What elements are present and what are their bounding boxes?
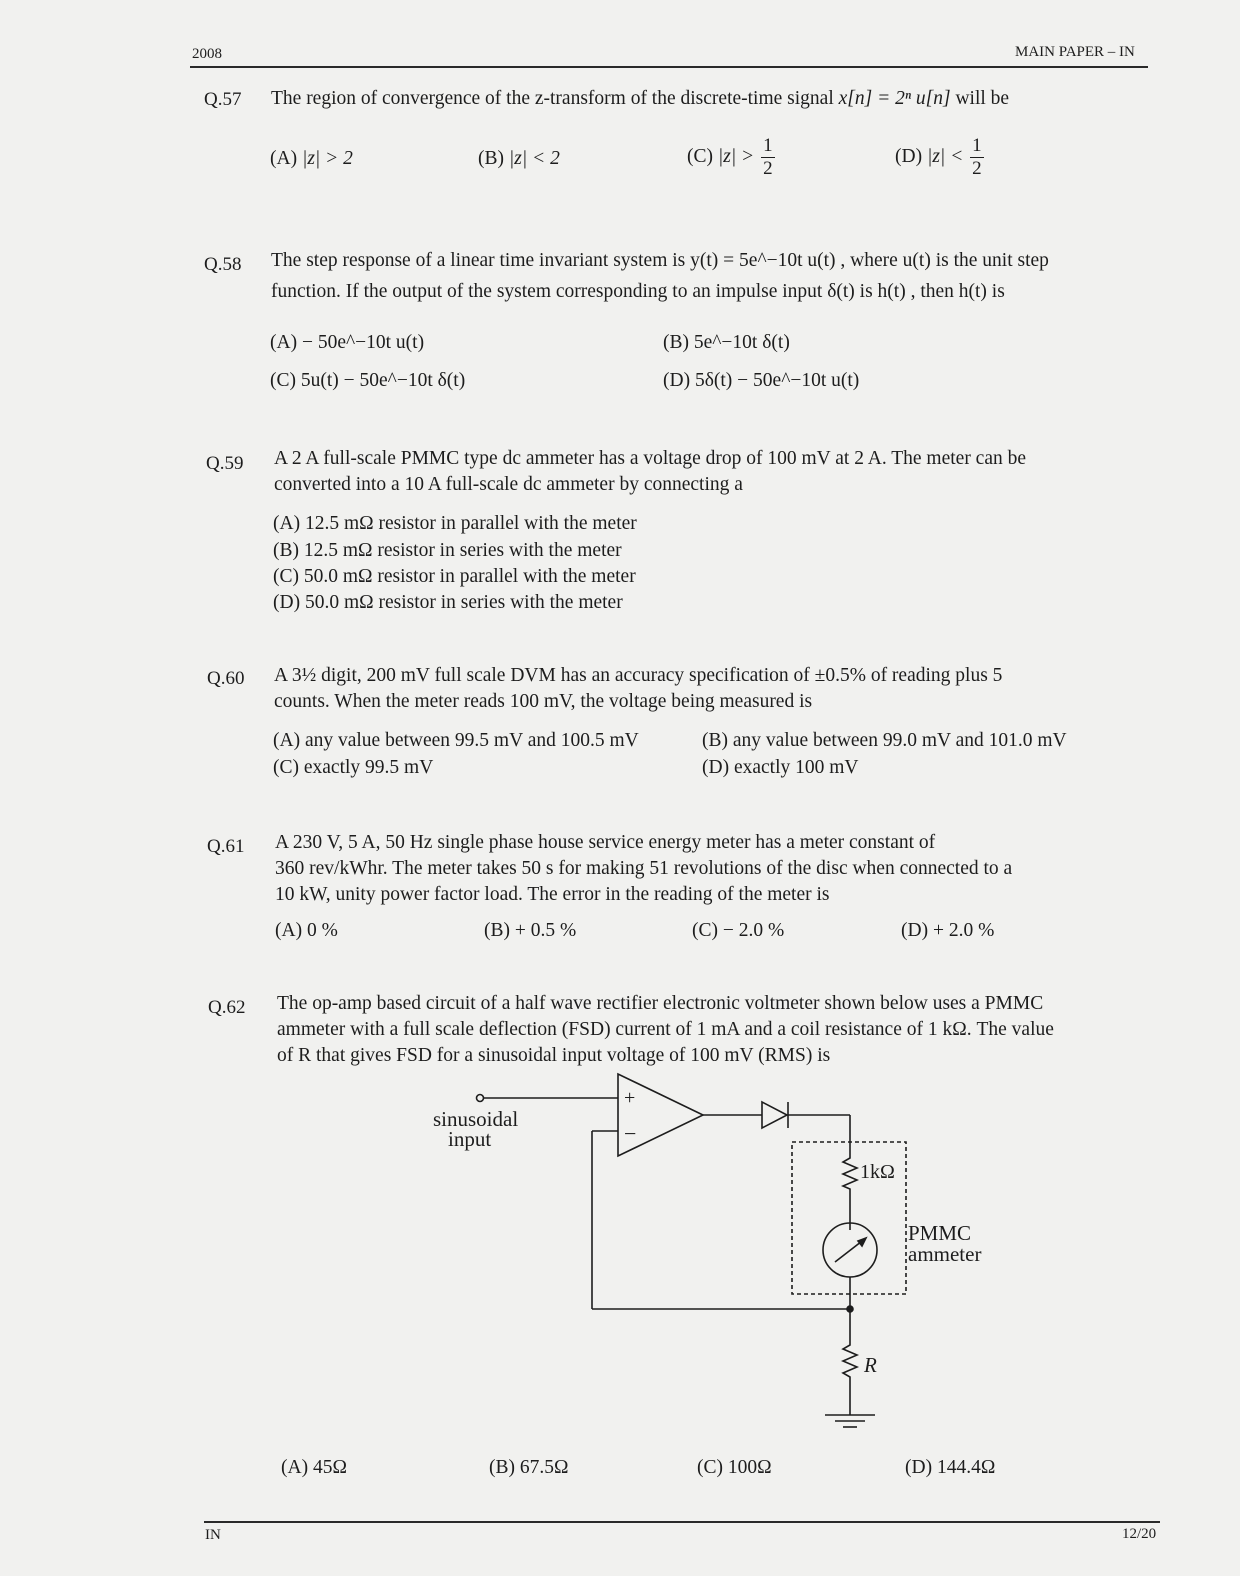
q57-stem: The region of convergence of the z-transform of the discrete-time signal xyxy=(271,88,834,109)
coil-resistor-symbol xyxy=(843,1156,857,1230)
q58-number: Q.58 xyxy=(204,254,242,275)
q61-number: Q.61 xyxy=(207,836,245,857)
footer-page: 12/20 xyxy=(1122,1526,1157,1542)
q57-signal: x[n] = 2ⁿ u[n] xyxy=(838,88,951,109)
q61-line-1: A 230 V, 5 A, 50 Hz single phase house service energy meter has a meter constant of xyxy=(275,832,936,853)
q60-option-d[interactable]: (D) exactly 100 mV xyxy=(702,757,859,778)
q59-option-c[interactable]: (C) 50.0 mΩ resistor in parallel with the meter xyxy=(273,566,636,587)
r-resistor-symbol xyxy=(843,1309,857,1415)
q57-number: Q.57 xyxy=(204,89,242,110)
footer-rule xyxy=(204,1521,1160,1523)
q57-option-d[interactable]: (D) |z| < $\frac{1}{2}$ xyxy=(895,135,982,179)
q61-option-a[interactable]: (A) 0 % xyxy=(275,920,338,941)
input-terminal xyxy=(477,1095,484,1102)
q57-option-c[interactable]: (C) |z| > $\frac{1}{2}$ xyxy=(687,135,773,179)
q59-line-1: A 2 A full-scale PMMC type dc ammeter has a voltage drop of 100 mV at 2 A. The meter can be xyxy=(274,448,1027,469)
meter-label-1: PMMC xyxy=(908,1221,972,1245)
header-year: 2008 xyxy=(192,46,222,62)
q60-option-b[interactable]: (B) any value between 99.0 mV and 101.0 mV xyxy=(702,730,1067,751)
header-paper: MAIN PAPER – IN xyxy=(1015,44,1135,60)
q60-option-c[interactable]: (C) exactly 99.5 mV xyxy=(273,757,434,778)
q62-option-d[interactable]: (D) 144.4Ω xyxy=(905,1457,996,1478)
q60-line-1: A 3½ digit, 200 mV full scale DVM has an accuracy specification of ±0.5% of reading plus 5 xyxy=(274,665,1003,686)
diode-symbol xyxy=(762,1102,787,1128)
coil-resistance-label: 1kΩ xyxy=(860,1161,895,1183)
op-amp-plus: + xyxy=(624,1087,636,1109)
q61-option-c[interactable]: (C) − 2.0 % xyxy=(692,920,785,941)
q62-option-c[interactable]: (C) 100Ω xyxy=(697,1457,772,1478)
q61-option-b[interactable]: (B) + 0.5 % xyxy=(484,920,577,941)
q62-line-1: The op-amp based circuit of a half wave rectifier electronic voltmeter shown below uses a PMMC xyxy=(277,993,1044,1014)
q57-option-a[interactable]: (A) |z| > 2 xyxy=(270,148,353,169)
input-label-1: sinusoidal xyxy=(433,1107,519,1131)
q62-option-b[interactable]: (B) 67.5Ω xyxy=(489,1457,569,1478)
q62-line-2: ammeter with a full scale deflection (FSD) current of 1 mA and a coil resistance of 1 kΩ. The value xyxy=(277,1019,1054,1040)
q59-option-a[interactable]: (A) 12.5 mΩ resistor in parallel with the meter xyxy=(273,513,637,534)
q61-line-2: 360 rev/kWhr. The meter takes 50 s for making 51 revolutions of the disc when connected to a xyxy=(275,858,1013,879)
q59-line-2: converted into a 10 A full-scale dc ammeter by connecting a xyxy=(274,474,743,495)
q62-option-a[interactable]: (A) 45Ω xyxy=(281,1457,347,1478)
q57-option-b[interactable]: (B) |z| < 2 xyxy=(478,148,560,169)
q57-tail: will be xyxy=(955,88,1010,109)
q58-option-a[interactable]: (A) − 50e^−10t u(t) xyxy=(270,332,425,353)
q58-option-d[interactable]: (D) 5δ(t) − 50e^−10t u(t) xyxy=(663,370,860,391)
footer-code: IN xyxy=(205,1527,221,1543)
q59-number: Q.59 xyxy=(206,453,244,474)
meter-label-2: ammeter xyxy=(908,1242,982,1266)
q58-option-b[interactable]: (B) 5e^−10t δ(t) xyxy=(663,332,790,353)
q61-line-3: 10 kW, unity power factor load. The error in the reading of the meter is xyxy=(275,884,830,905)
q61-option-d[interactable]: (D) + 2.0 % xyxy=(901,920,995,941)
q59-option-b[interactable]: (B) 12.5 mΩ resistor in series with the meter xyxy=(273,540,622,561)
q58-line-2: function. If the output of the system corresponding to an impulse input δ(t) is h(t) , then h(t) is xyxy=(271,281,1005,302)
q62-line-3: of R that gives FSD for a sinusoidal input voltage of 100 mV (RMS) is xyxy=(277,1045,831,1066)
q58-option-c[interactable]: (C) 5u(t) − 50e^−10t δ(t) xyxy=(270,370,466,391)
op-amp-minus: − xyxy=(624,1121,637,1146)
q60-line-2: counts. When the meter reads 100 mV, the voltage being measured is xyxy=(274,691,813,712)
q59-option-d[interactable]: (D) 50.0 mΩ resistor in series with the meter xyxy=(273,592,623,613)
input-label-2: input xyxy=(448,1127,492,1151)
q60-number: Q.60 xyxy=(207,668,245,689)
q58-line-1: The step response of a linear time invariant system is y(t) = 5e^−10t u(t) , where u(t) is the unit step xyxy=(271,250,1049,271)
r-label: R xyxy=(864,1353,877,1377)
q60-option-a[interactable]: (A) any value between 99.5 mV and 100.5 mV xyxy=(273,730,639,751)
q62-number: Q.62 xyxy=(208,997,246,1018)
